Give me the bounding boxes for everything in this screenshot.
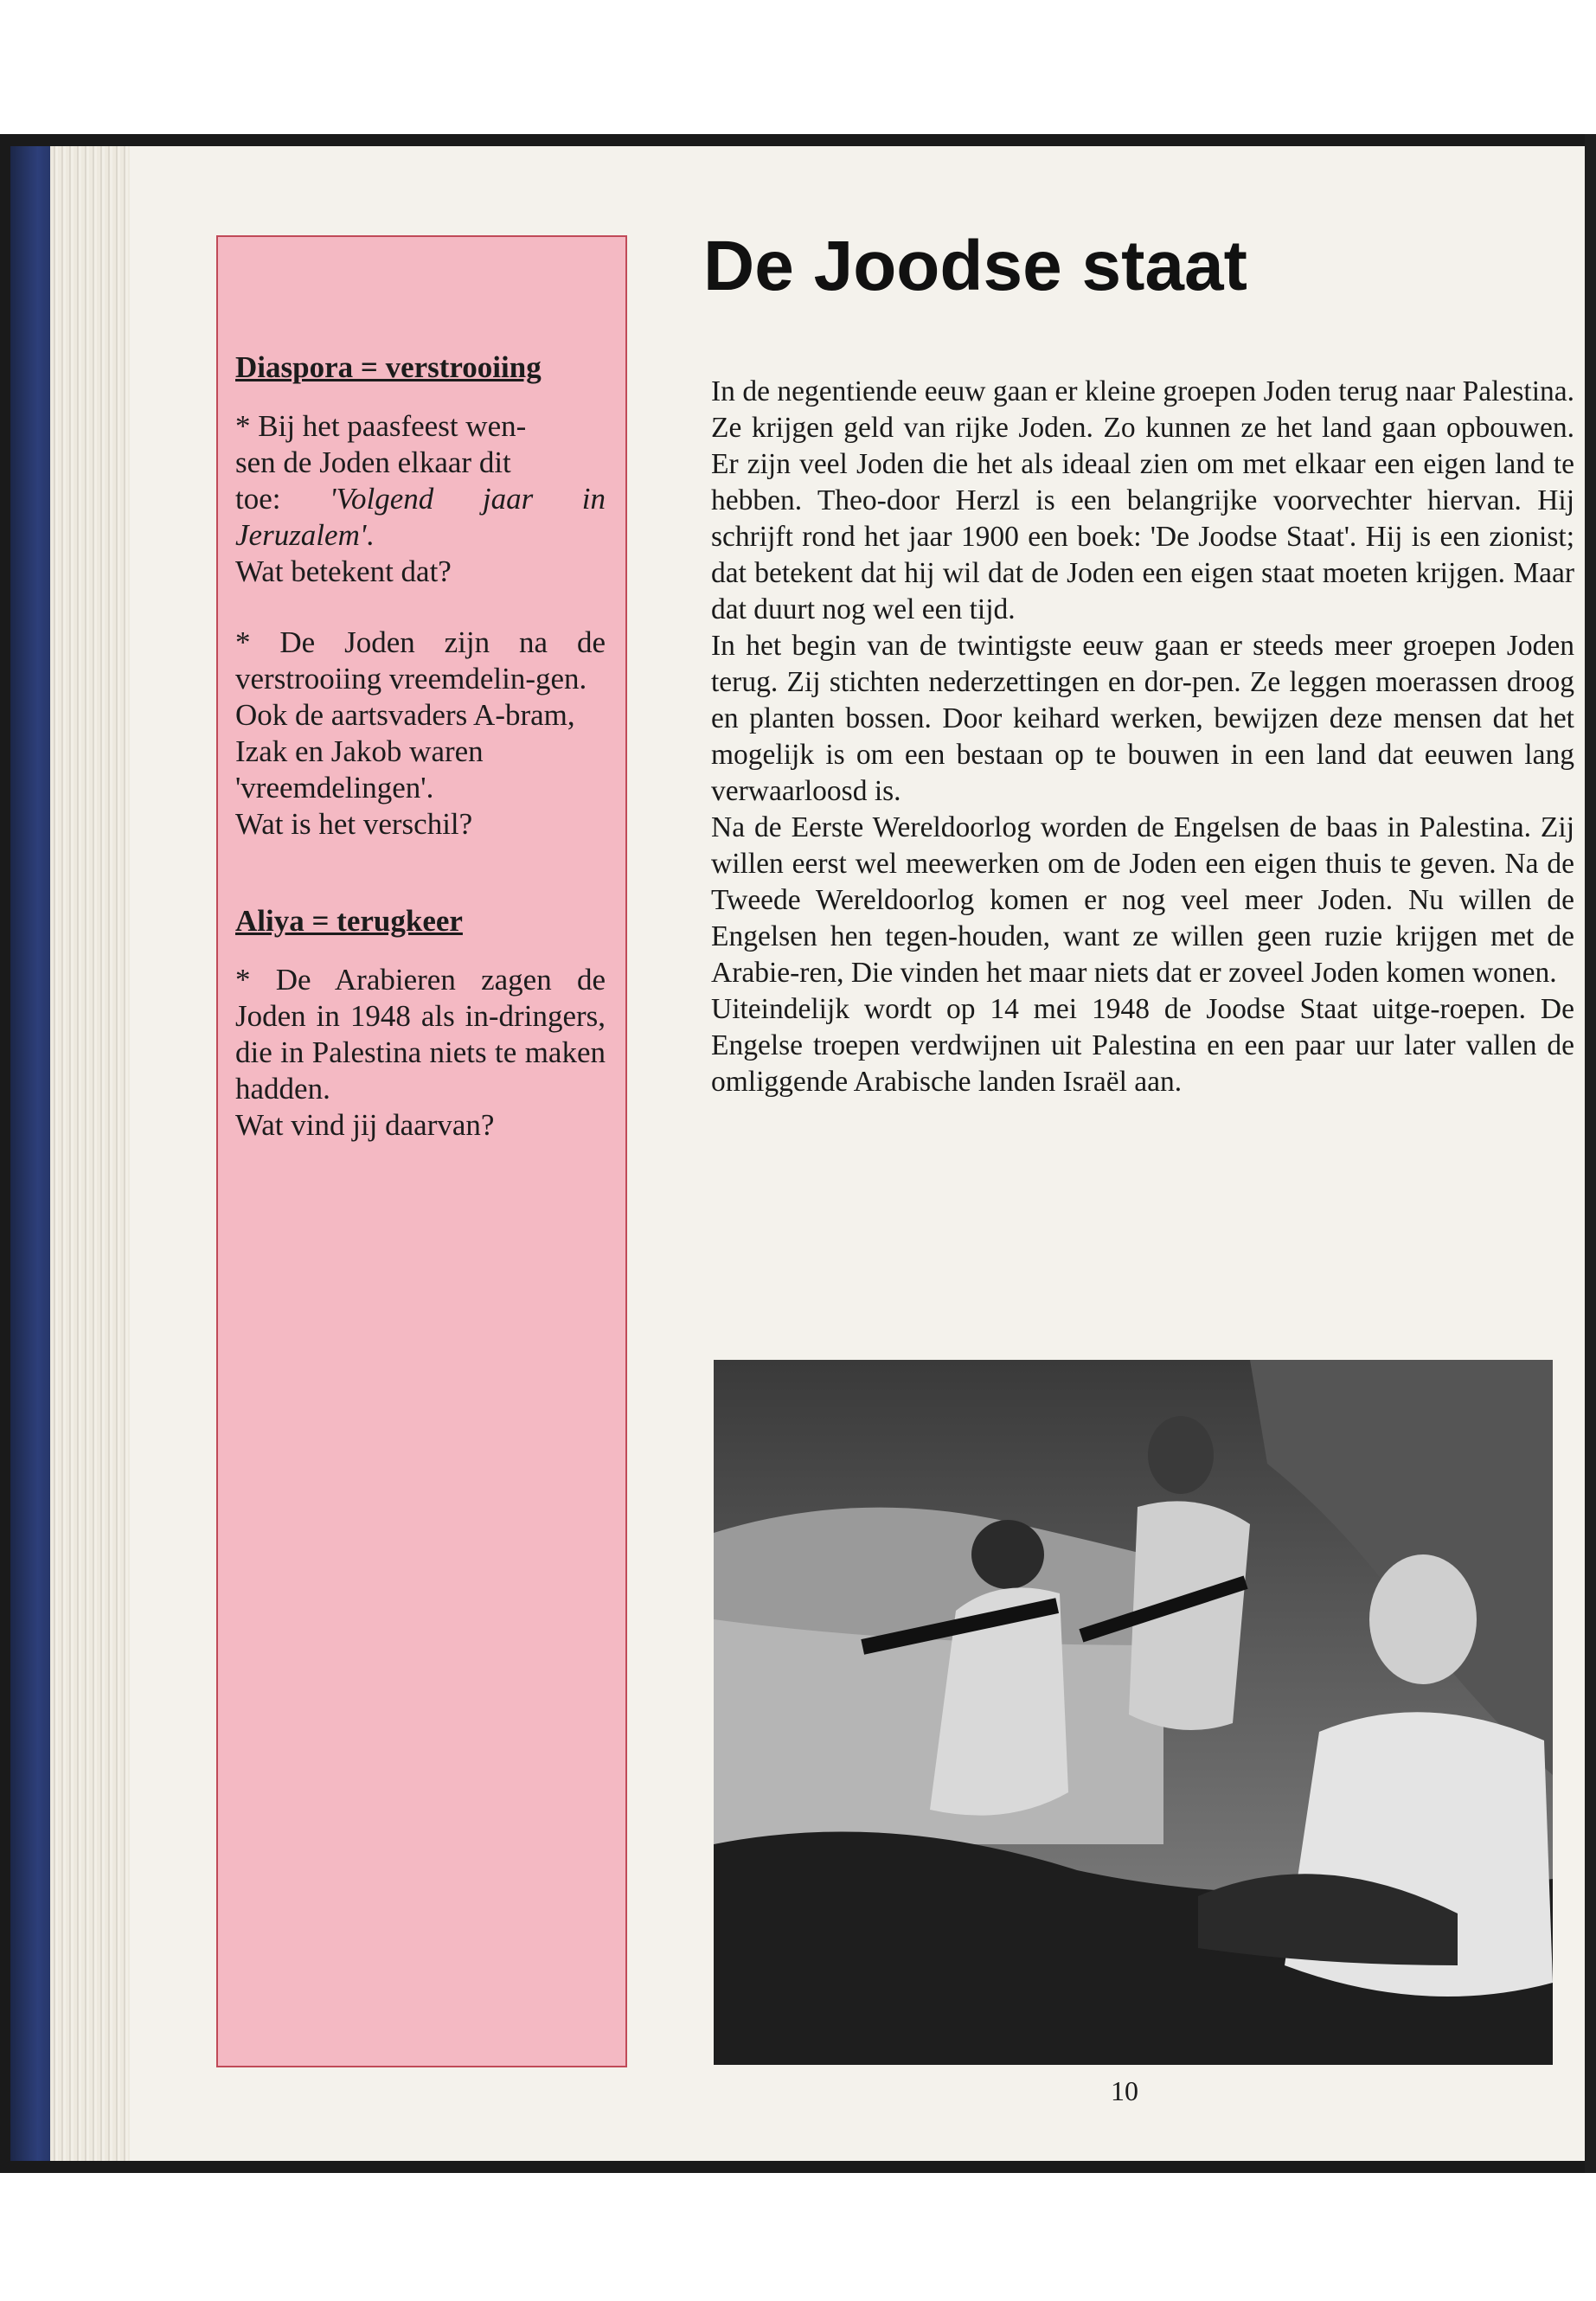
- paragraph: In het begin van de twintigste eeuw gaan er steeds meer groepen Joden terug. Zij stichten nederzettingen en dor-pen. Ze leggen moerassen droog en planten bossen. Door keihard werken, bewijzen deze mensen dat het mogelijk is om een bestaan op te bouwen in een land dat eeuwen lang verwaarloosd is.: [711, 630, 1574, 807]
- question-2-text: * De Joden zijn na de verstrooiing vreemdelin-gen.: [235, 625, 606, 695]
- question-1-line-2: sen de Joden elkaar dit: [235, 445, 511, 479]
- question-3-text: * De Arabieren zagen de Joden in 1948 als in-dringers, die in Palestina niets te maken hadden.: [235, 963, 606, 1106]
- spacer: [235, 590, 606, 625]
- photo-person-1-head: [971, 1520, 1044, 1589]
- question-1-line-1: * Bij het paasfeest wen-: [235, 409, 527, 443]
- photo-person-3-head: [1369, 1554, 1477, 1684]
- question-1-prefix: toe:: [235, 482, 330, 516]
- aliya-heading: Aliya = terugkeer: [235, 904, 463, 938]
- paragraph: Uiteindelijk wordt op 14 mei 1948 de Joodse Staat uitge-roepen. De Engelse troepen verdwijnen uit Palestina en een paar uur later vallen de omliggende Arabische landen Israël aan.: [711, 993, 1574, 1098]
- scan-border-left: [0, 134, 10, 2173]
- scan-border-top: [0, 134, 1596, 146]
- question-1-quote: 'Volgend jaar in Jeruzalem': [235, 482, 606, 552]
- question-3: [235, 962, 606, 1144]
- photo-illustration: [714, 1360, 1553, 2065]
- spacer: [235, 843, 606, 903]
- scan-border-right: [1585, 134, 1596, 2173]
- scan-border-bottom: [0, 2161, 1596, 2173]
- question-2-ask: Wat is het verschil?: [235, 807, 473, 841]
- question-1-ask: Wat betekent dat?: [235, 554, 452, 588]
- paragraph: Na de Eerste Wereldoorlog worden de Engelsen de baas in Palestina. Zij willen eerst wel meewerken om de Joden een eigen thuis te geven. Na de Tweede Wereldoorlog komen er nog veel meer Joden. Nu willen de Engelsen hen tegen-houden, want ze willen geen ruzie krijgen met de Arabie-ren, Die vinden het maar niets dat er zoveel Joden komen wonen.: [711, 811, 1574, 989]
- historical-photo: [714, 1360, 1553, 2065]
- photo-person-2-head: [1148, 1416, 1214, 1494]
- sidebar-box: [216, 235, 627, 2067]
- question-3-ask: Wat vind jij daarvan?: [235, 1108, 495, 1142]
- question-1: [235, 408, 606, 590]
- page-title: De Joodse staat: [703, 227, 1247, 305]
- sidebar-content: [235, 349, 606, 1144]
- question-2-text-2: Ook de aartsvaders A-bram, Izak en Jakob waren 'vreemdelingen'.: [235, 698, 575, 804]
- book-page-edges: [50, 146, 137, 2161]
- question-2: [235, 625, 606, 843]
- page-number: 10: [1111, 2075, 1138, 2106]
- question-1-suffix: .: [366, 518, 375, 552]
- paragraph: In de negentiende eeuw gaan er kleine groepen Joden terug naar Palestina. Ze krijgen geld van rijke Joden. Zo kunnen ze het land gaan opbouwen. Er zijn veel Joden die het als ideaal zien om met elkaar een eigen land te hebben. Theo-door Herzl is een belangrijke voorvechter hiervan. Hij schrijft rond het jaar 1900 een boek: 'De Joodse Staat'. Hij is een zionist; dat betekent dat hij wil dat de Joden een eigen staat moeten krijgen. Maar dat duurt nog wel een tijd.: [711, 375, 1574, 625]
- diaspora-heading: Diaspora = verstrooiing: [235, 350, 542, 384]
- article-body: [711, 374, 1574, 1100]
